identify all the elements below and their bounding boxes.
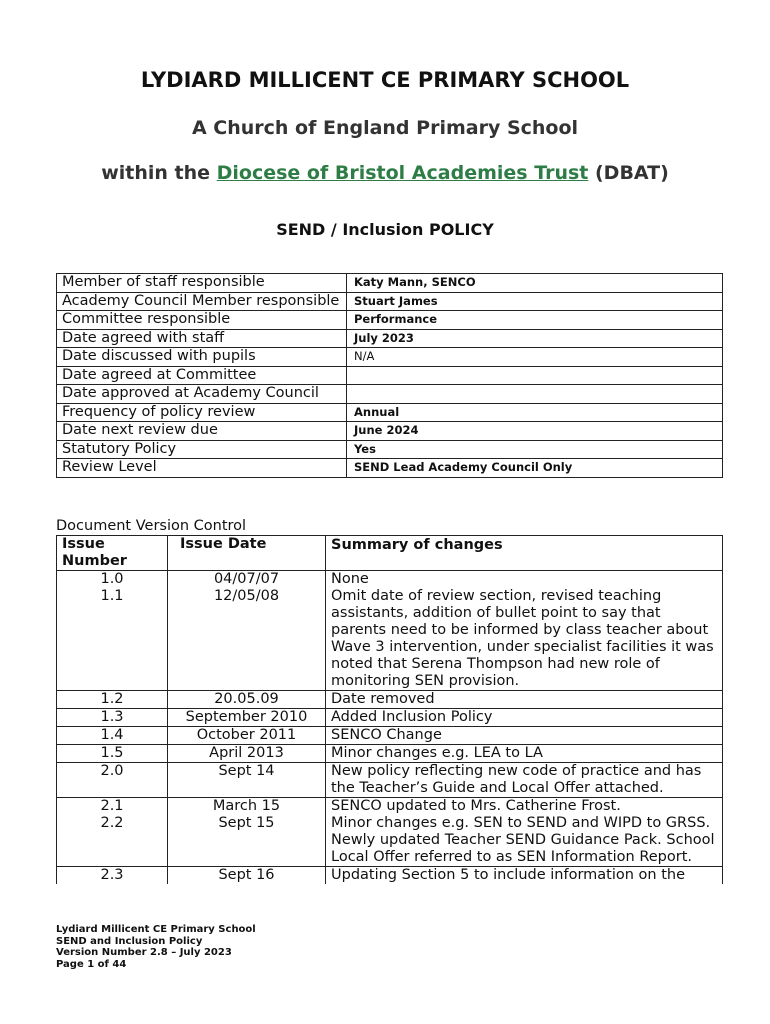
info-label: Statutory Policy (57, 440, 347, 459)
issue-number: 1.4 (57, 727, 168, 745)
info-row (57, 292, 723, 311)
info-row (57, 422, 723, 441)
change-summary: Date removed (326, 691, 723, 709)
issue-date: 20.05.09 (168, 691, 326, 709)
issue-number-header: Issue Number (57, 536, 168, 571)
issue-date: Sept 16 (168, 867, 326, 885)
table-row (57, 763, 723, 798)
change-summary: Updating Section 5 to include information on the (326, 867, 723, 885)
info-value: N/A (347, 348, 723, 367)
info-row (57, 274, 723, 293)
issue-date: Sept 14 (168, 763, 326, 798)
info-row (57, 459, 723, 478)
info-value: June 2024 (347, 422, 723, 441)
trust-prefix: within the (101, 162, 211, 184)
footer-policy-name: SEND and Inclusion Policy (56, 935, 203, 947)
info-row (57, 329, 723, 348)
info-value (347, 366, 723, 385)
info-value (347, 385, 723, 404)
info-row (57, 403, 723, 422)
info-value: Annual (347, 403, 723, 422)
info-label: Date agreed with staff (57, 329, 347, 348)
trust-line (0, 162, 770, 184)
info-value: July 2023 (347, 329, 723, 348)
info-label: Review Level (57, 459, 347, 478)
version-control-table (56, 535, 723, 884)
table-row (57, 571, 723, 589)
change-summary: New policy reflecting new code of practice and has the Teacher’s Guide and Local Offer attached. (326, 763, 723, 798)
issue-date: September 2010 (168, 709, 326, 727)
table-row (57, 691, 723, 709)
issue-number: 1.2 (57, 691, 168, 709)
info-label: Academy Council Member responsible (57, 292, 347, 311)
info-value: SEND Lead Academy Council Only (347, 459, 723, 478)
policy-info-table (56, 273, 723, 478)
issue-date: March 15 (168, 798, 326, 816)
issue-date: 12/05/08 (168, 588, 326, 691)
page-footer (56, 924, 256, 970)
info-label: Date discussed with pupils (57, 348, 347, 367)
change-summary: None (326, 571, 723, 589)
info-label: Date next review due (57, 422, 347, 441)
issue-date: 04/07/07 (168, 571, 326, 589)
footer-school-name: Lydiard Millicent CE Primary School (56, 924, 256, 935)
table-row (57, 588, 723, 691)
info-value: Performance (347, 311, 723, 330)
table-row (57, 727, 723, 745)
school-name: LYDIARD MILLICENT CE PRIMARY SCHOOL (140, 68, 630, 92)
footer-page-number: Page 1 of 44 (56, 958, 127, 970)
version-header-row (57, 536, 723, 571)
change-summary: SENCO Change (326, 727, 723, 745)
table-row (57, 815, 723, 867)
info-label: Date agreed at Committee (57, 366, 347, 385)
issue-date: October 2011 (168, 727, 326, 745)
issue-number: 1.5 (57, 745, 168, 763)
trust-link[interactable]: Diocese of Bristol Academies Trust (216, 162, 589, 184)
change-summary: Added Inclusion Policy (326, 709, 723, 727)
change-summary: Omit date of review section, revised teaching assistants, addition of bullet point to say that parents need to be informed by class teacher about Wave 3 intervention, under specialist facilities it was noted that Serena Thompson had new role of monitoring SEN provision. (326, 588, 723, 691)
summary-header: Summary of changes (326, 536, 723, 571)
table-row (57, 867, 723, 885)
issue-date-header: Issue Date (168, 536, 326, 571)
issue-number: 2.0 (57, 763, 168, 798)
table-row (57, 798, 723, 816)
info-value: Stuart James (347, 292, 723, 311)
issue-number: 1.3 (57, 709, 168, 727)
change-summary: Minor changes e.g. LEA to LA (326, 745, 723, 763)
info-row (57, 311, 723, 330)
issue-number: 2.1 (57, 798, 168, 816)
info-row (57, 385, 723, 404)
info-label: Frequency of policy review (57, 403, 347, 422)
table-row (57, 745, 723, 763)
info-label: Date approved at Academy Council (57, 385, 347, 404)
issue-date: April 2013 (168, 745, 326, 763)
issue-number: 2.3 (57, 867, 168, 885)
change-summary: Minor changes e.g. SEN to SEND and WIPD to GRSS. Newly updated Teacher SEND Guidance Pack. School Local Offer referred to as SEN Information Report. (326, 815, 723, 867)
change-summary: SENCO updated to Mrs. Catherine Frost. (326, 798, 723, 816)
info-label: Committee responsible (57, 311, 347, 330)
info-label: Member of staff responsible (57, 274, 347, 293)
info-value: Katy Mann, SENCO (347, 274, 723, 293)
info-row (57, 348, 723, 367)
issue-number: 1.1 (57, 588, 168, 691)
issue-number: 1.0 (57, 571, 168, 589)
school-subtitle: A Church of England Primary School (191, 117, 579, 139)
issue-date: Sept 15 (168, 815, 326, 867)
info-row (57, 440, 723, 459)
table-row (57, 709, 723, 727)
footer-version: Version Number 2.8 – July 2023 (56, 947, 232, 958)
version-control-caption: Document Version Control (56, 518, 247, 534)
policy-title: SEND / Inclusion POLICY (276, 220, 494, 239)
info-value: Yes (347, 440, 723, 459)
trust-suffix: (DBAT) (595, 162, 669, 184)
info-row (57, 366, 723, 385)
issue-number: 2.2 (57, 815, 168, 867)
